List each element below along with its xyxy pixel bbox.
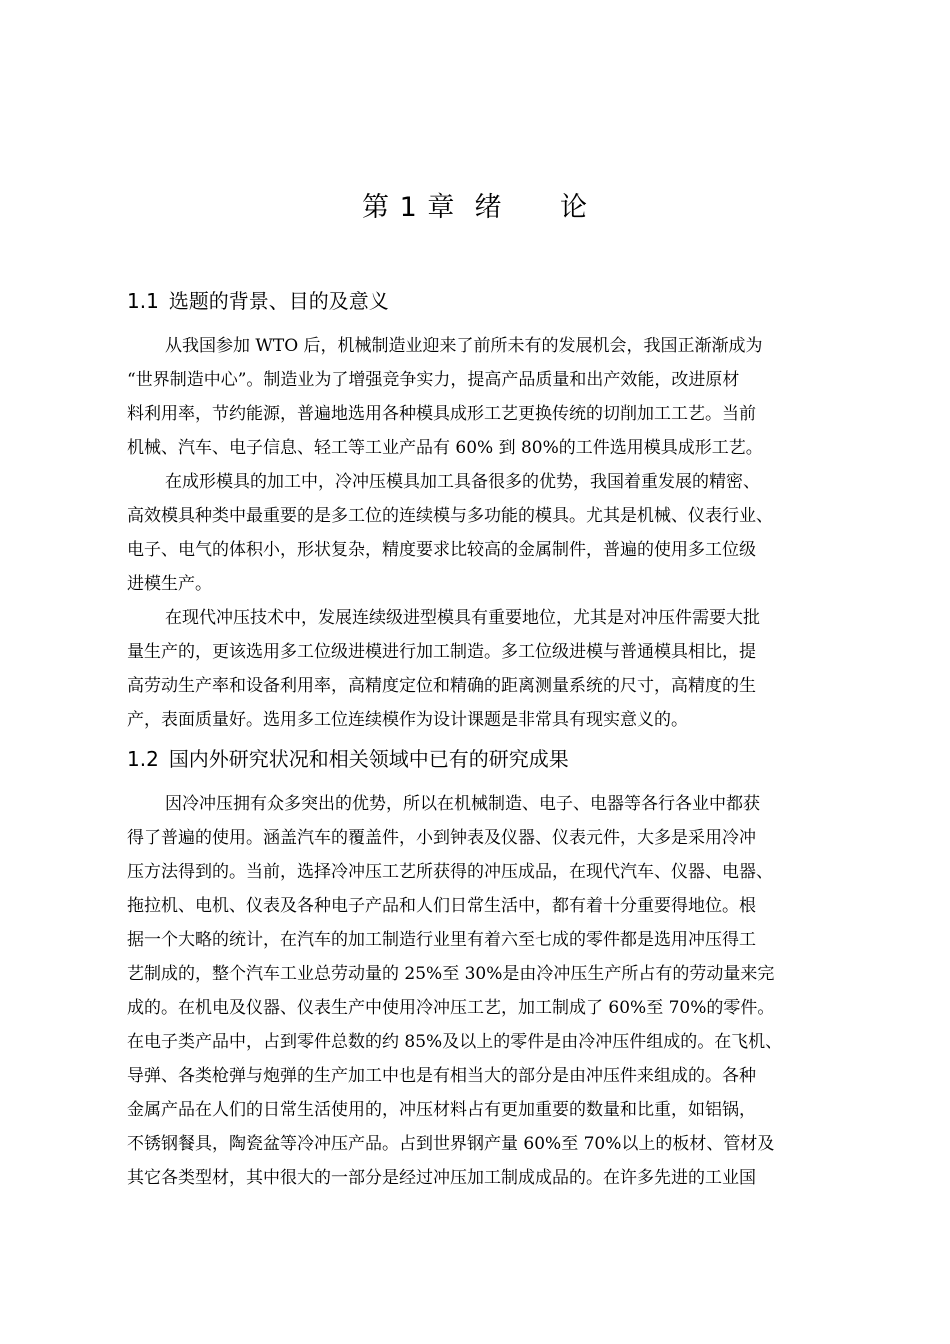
section-heading-1-2 bbox=[127, 744, 847, 774]
paragraph-line: 其它各类型材，其中很大的一部分是经过冲压加工制成成品的。在许多先进的工业国 bbox=[127, 1168, 756, 1188]
paragraph-line: 量生产的，更该选用多工位级进模进行加工制造。多工位级进模与普通模具相比，提 bbox=[127, 642, 756, 662]
paragraph-line: 在成形模具的加工中，冷冲压模具加工具备很多的优势，我国着重发展的精密、 bbox=[165, 472, 760, 492]
paragraph-line: 在电子类产品中，占到零件总数的约 85%及以上的零件是由冷冲压件组成的。在飞机、 bbox=[127, 1032, 783, 1052]
paragraph-line: 从我国参加 WTO 后，机械制造业迎来了前所未有的发展机会，我国正渐渐成为 bbox=[165, 336, 763, 356]
paragraph-line: 料利用率，节约能源，普遍地选用各种模具成形工艺更换传统的切削加工工艺。当前 bbox=[127, 404, 756, 424]
section-number: 1.2 bbox=[127, 747, 159, 771]
paragraph-line: 金属产品在人们的日常生活使用的，冲压材料占有更加重要的数量和比重，如铝锅， bbox=[127, 1100, 756, 1120]
section-1-2-body bbox=[127, 787, 851, 1195]
paragraph-line: 不锈钢餐具，陶瓷盆等冷冲压产品。占到世界钢产量 60%至 70%以上的板材、管材及 bbox=[127, 1134, 775, 1154]
paragraph-line: 导弹、各类枪弹与炮弹的生产加工中也是有相当大的部分是由冲压件来组成的。各种 bbox=[127, 1066, 756, 1086]
paragraph-line: 得了普遍的使用。涵盖汽车的覆盖件，小到钟表及仪器、仪表元件，大多是采用冷冲 bbox=[127, 828, 756, 848]
paragraph-line: 进模生产。 bbox=[127, 574, 212, 594]
paragraph-line: 在现代冲压技术中，发展连续级进型模具有重要地位，尤其是对冲压件需要大批 bbox=[165, 608, 760, 628]
paragraph-line: 压方法得到的。当前，选择冷冲压工艺所获得的冲压成品，在现代汽车、仪器、电器、 bbox=[127, 862, 773, 882]
section-title: 选题的背景、目的及意义 bbox=[168, 289, 389, 313]
paragraph-line: 因冷冲压拥有众多突出的优势，所以在机械制造、电子、电器等各行各业中都获 bbox=[165, 794, 760, 814]
section-number: 1.1 bbox=[127, 289, 159, 313]
paragraph-line: 机械、汽车、电子信息、轻工等工业产品有 60% 到 80%的工件选用模具成形工艺。 bbox=[127, 438, 763, 458]
paragraph-line: 据一个大略的统计，在汽车的加工制造行业里有着六至七成的零件都是选用冲压得工 bbox=[127, 930, 756, 950]
paragraph-line: 拖拉机、电机、仪表及各种电子产品和人们日常生活中，都有着十分重要得地位。根 bbox=[127, 896, 756, 916]
paragraph-line: 高劳动生产率和设备利用率，高精度定位和精确的距离测量系统的尺寸，高精度的生 bbox=[127, 676, 756, 696]
section-heading-1-1 bbox=[127, 286, 847, 316]
paragraph-line: 产，表面质量好。选用多工位连续模作为设计课题是非常具有现实意义的。 bbox=[127, 710, 688, 730]
section-1-1-body bbox=[127, 329, 851, 737]
paragraph-line: 成的。在机电及仪器、仪表生产中使用冷冲压工艺，加工制成了 60%至 70%的零件。 bbox=[127, 998, 775, 1018]
chapter-title: 第 1 章 绪 论 bbox=[361, 192, 588, 223]
paragraph-line: “世界制造中心”。制造业为了增强竞争实力，提高产品质量和出产效能，改进原材 bbox=[127, 370, 740, 390]
paragraph-line: 艺制成的，整个汽车工业总劳动量的 25%至 30%是由冷冲压生产所占有的劳动量来完 bbox=[127, 964, 775, 984]
paragraph-line: 高效模具种类中最重要的是多工位的连续模与多功能的模具。尤其是机械、仪表行业、 bbox=[127, 506, 773, 526]
section-title: 国内外研究状况和相关领域中已有的研究成果 bbox=[168, 747, 569, 771]
paragraph-line: 电子、电气的体积小，形状复杂，精度要求比较高的金属制件，普遍的使用多工位级 bbox=[127, 540, 756, 560]
